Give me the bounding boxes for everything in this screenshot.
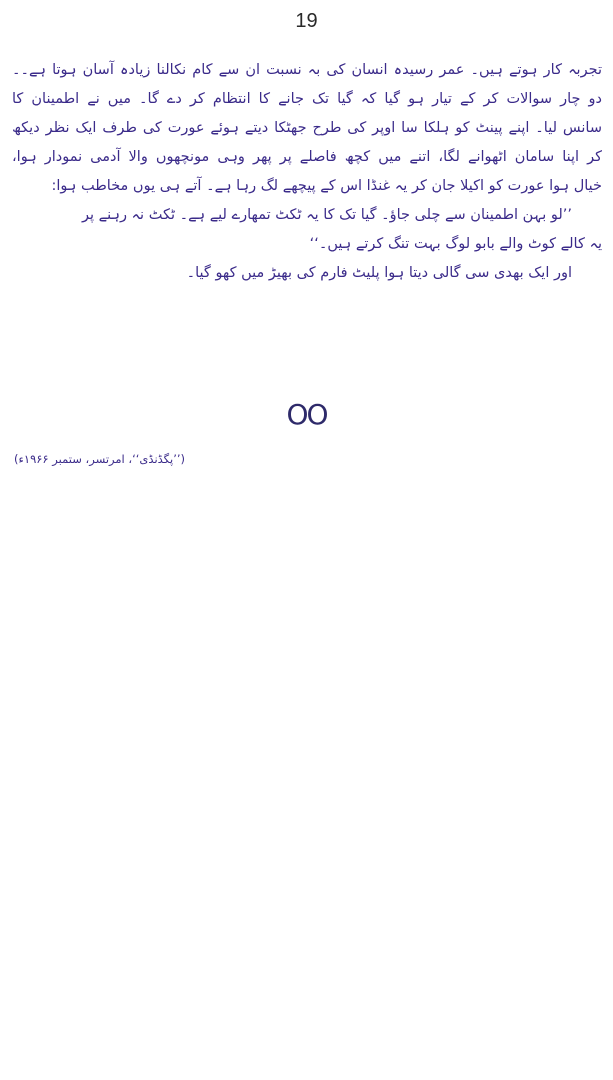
text-line-7: یہ کالے کوٹ والے بابو لوگ بہت تنگ کرتے ہیں۔‘‘	[309, 236, 602, 252]
text-line-5: خیال ہوا عورت کو اکیلا جان کر یہ غنڈا اس کے پیچھے لگ رہا ہے۔ آتے ہی یوں مخاطب ہوا:	[51, 178, 602, 194]
text-line-2: دو چار سوالات کر کے تیار ہو گیا کہ گیا تک جانے کا انتظام کر دے گا۔ میں نے اطمینان کا	[12, 91, 602, 107]
text-line-6: ’’لو بہن اطمینان سے چلی جاؤ۔ گیا تک کا یہ ٹکٹ تمھارے لیے ہے۔ ٹکٹ نہ رہنے پر	[81, 207, 572, 223]
text-line-4: کر اپنا سامان اٹھوانے لگا، اتنے میں کچھ فاصلے پر پھر وہی مونچھوں والا آدمی نمودار ہوا،	[12, 149, 602, 165]
page-number: 19	[295, 10, 318, 32]
text-line-3: سانس لیا۔ اپنے پینٹ کو ہلکا سا اوپر کی طرح جھٹکا دیتے ہوئے عورت کی طرف ایک نظر دیکھ	[12, 120, 602, 136]
story-text	[12, 56, 602, 288]
text-line-8: اور ایک بھدی سی گالی دیتا ہوا پلیٹ فارم کی بھیڑ میں کھو گیا۔	[186, 265, 572, 281]
source-citation: (’’پگڈنڈی‘‘، امرتسر، ستمبر ۱۹۶۶ء)	[14, 452, 186, 466]
text-line-1: تجربہ کار ہوتے ہیں۔ عمر رسیدہ انسان کی بہ نسبت ان سے کام نکالنا زیادہ آسان ہوتا ہے۔۔	[12, 62, 602, 78]
end-of-story-mark: OO	[286, 398, 327, 431]
